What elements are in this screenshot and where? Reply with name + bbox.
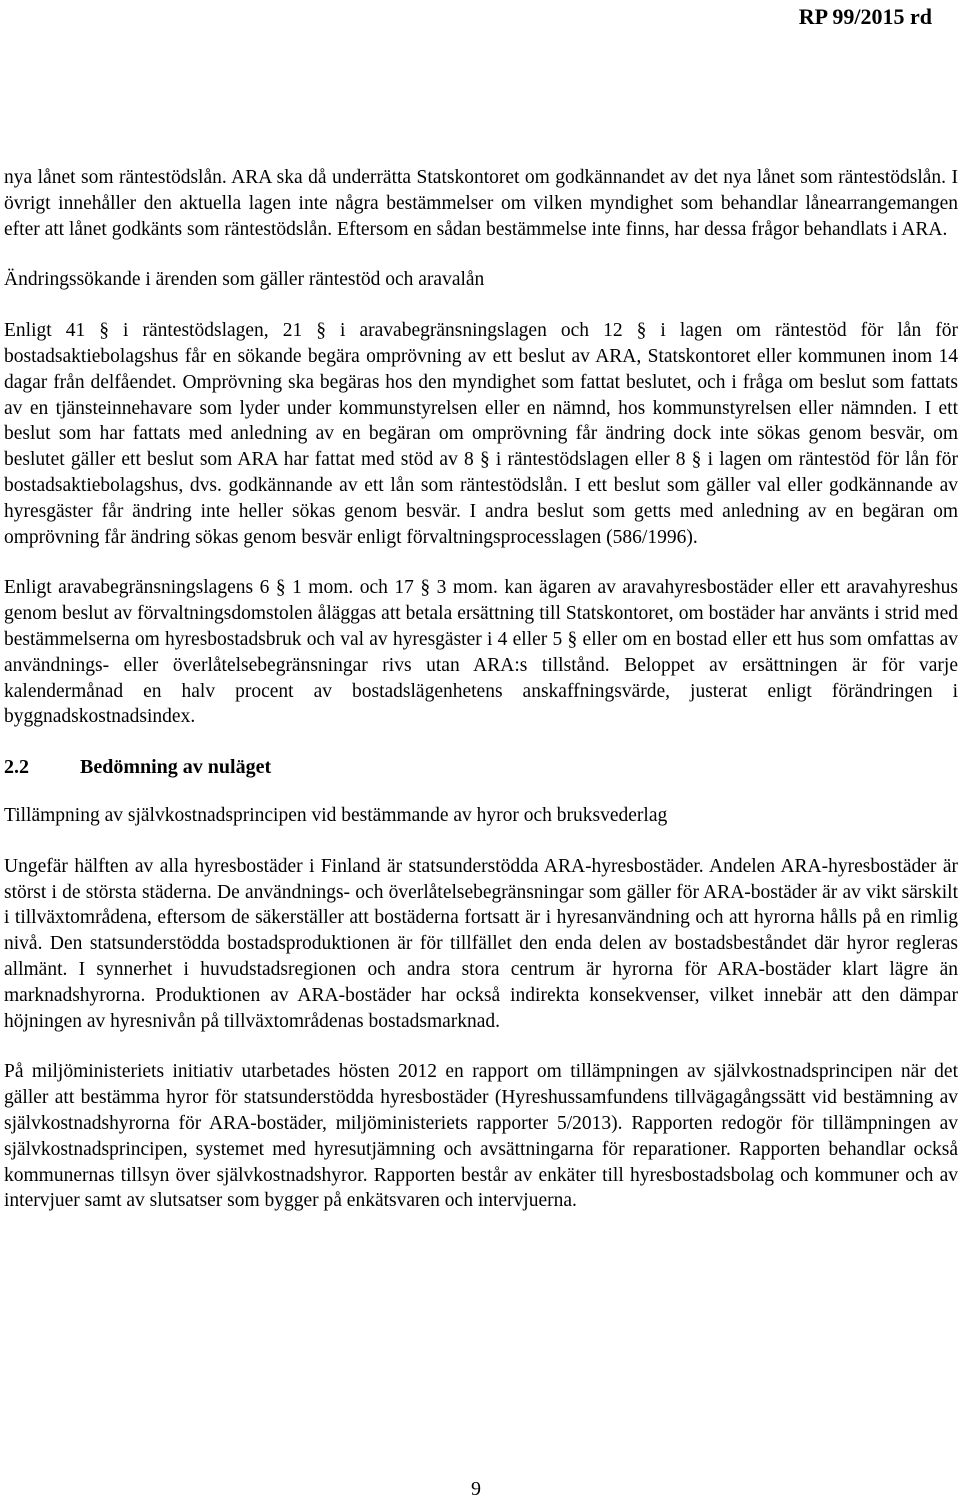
paragraph-3: Enligt aravabegränsningslagens 6 § 1 mom. och 17 § 3 mom. kan ägaren av aravahyresbostäder eller ett aravahyreshus genom beslut av förvaltningsdomstolen åläggas att betala ersättning till Statskontoret, om bostäder har använts i strid med bestämmelserna om hyresbostadsbruk och val av hyresgäster i 4 eller 5 § eller om en bostad eller ett hus som omfattas av användnings- eller överlåtelsebegränsningar rivs utan ARA:s tillstånd. Beloppet av ersättningen är för varje kalendermånad en halv procent av bostadslägenhetens anskaffningsvärde, justerat enligt förändringen i byggnadskostnadsindex. [4, 577, 958, 728]
document-id-header: RP 99/2015 rd [798, 4, 932, 29]
page-body [4, 165, 958, 1239]
subheading-cost-principle: Tillämpning av självkostnadsprincipen vid bestämmande av hyror och bruksvederlag [4, 804, 668, 826]
section-number: 2.2 [4, 756, 29, 779]
subheading-appeals: Ändringssökande i ärenden som gäller räntestöd och aravalån [4, 269, 485, 291]
paragraph-4: Ungefär hälften av alla hyresbostäder i Finland är statsunderstödda ARA-hyresbostäder. Andelen ARA-hyresbostäder är störst i de största städerna. De användnings- och överlåtelsebegränsningar som gäller för ARA-bostäder är av vikt särskilt i tillväxtområdena, eftersom de säkerställer att bostäderna fortsatt är i hyresanvändning och att hyrorna hålls på en rimlig nivå. Den statsunderstödda bostadsproduktionen är för tillfället den enda delen av bostadsbeståndet där hyror regleras allmänt. I synnerhet i huvudstadsregionen och andra stora centrum är hyrorna för ARA-bostäder klart lägre än marknadshyrorna. Produktionen av ARA-bostäder har också indirekta konsekvenser, vilket innebär att den dämpar höjningen av hyresnivån på tillväxtområdenas bostadsmarknad. [4, 855, 958, 1032]
paragraph-2: Enligt 41 § i räntestödslagen, 21 § i aravabegränsningslagen och 12 § i lagen om räntestöd för lån för bostadsaktiebolagshus får en sökande begära omprövning av ett beslut av ARA, Statskontoret eller kommunen inom 14 dagar från delfåendet. Omprövning ska begäras hos den myndighet som fattat beslutet, och i fråga om beslut som fattats av en tjänsteinnehavare som lyder under kommunstyrelsen eller en nämnd, hos kommunstyrelsen eller nämnden. I ett beslut som har fattats med anledning av en begäran om omprövning får ändring dock inte sökas genom besvär, om beslutet gäller ett beslut som ARA har fattat med stöd av 8 § i räntestödslagen eller 8 § i lagen om räntestöd för lån för bostadsaktiebolagshus, dvs. godkännande av ett lån som räntestödslån. I ett beslut som gäller val eller godkännande av hyresgäster får ändring inte heller sökas genom besvär. I andra beslut som getts med anledning av en begäran om omprövning får ändring sökas genom besvär enligt förvaltningsprocesslagen (586/1996). [4, 320, 958, 548]
section-heading [4, 755, 958, 781]
page-number: 9 [471, 1478, 481, 1500]
paragraph-5: På miljöministeriets initiativ utarbetades hösten 2012 en rapport om tillämpningen av självkostnadsprincipen när det gäller att bestämma hyror för statsunderstödda hyresbostäder (Hyreshussamfundens tillvägagångssätt vid bestämning av självkostnadshyrorna för ARA-bostäder, miljöministeriets rapporter 5/2013). Rapporten redogör för tillämpningen av självkostnadsprincipen, systemet med hyresutjämning och avsättningarna för reparationer. Rapporten behandlar också kommunernas tillsyn över självkostnadshyror. Rapporten består av enkäter till hyresbostadsbolag och kommuner och av intervjuer samt av slutsatser som bygger på enkätsvaren och intervjuerna. [4, 1061, 958, 1212]
paragraph-1: nya lånet som räntestödslån. ARA ska då underrätta Statskontoret om godkännandet av det nya lånet som räntestödslån. I övrigt innehåller den aktuella lagen inte några bestämmelser om vilken myndighet som behandlar lånearrangemangen efter att lånet godkänts som räntestödslån. Eftersom en sådan bestämmelse inte finns, har dessa frågor behandlats i ARA. [4, 167, 958, 240]
section-title: Bedömning av nuläget [80, 756, 272, 779]
